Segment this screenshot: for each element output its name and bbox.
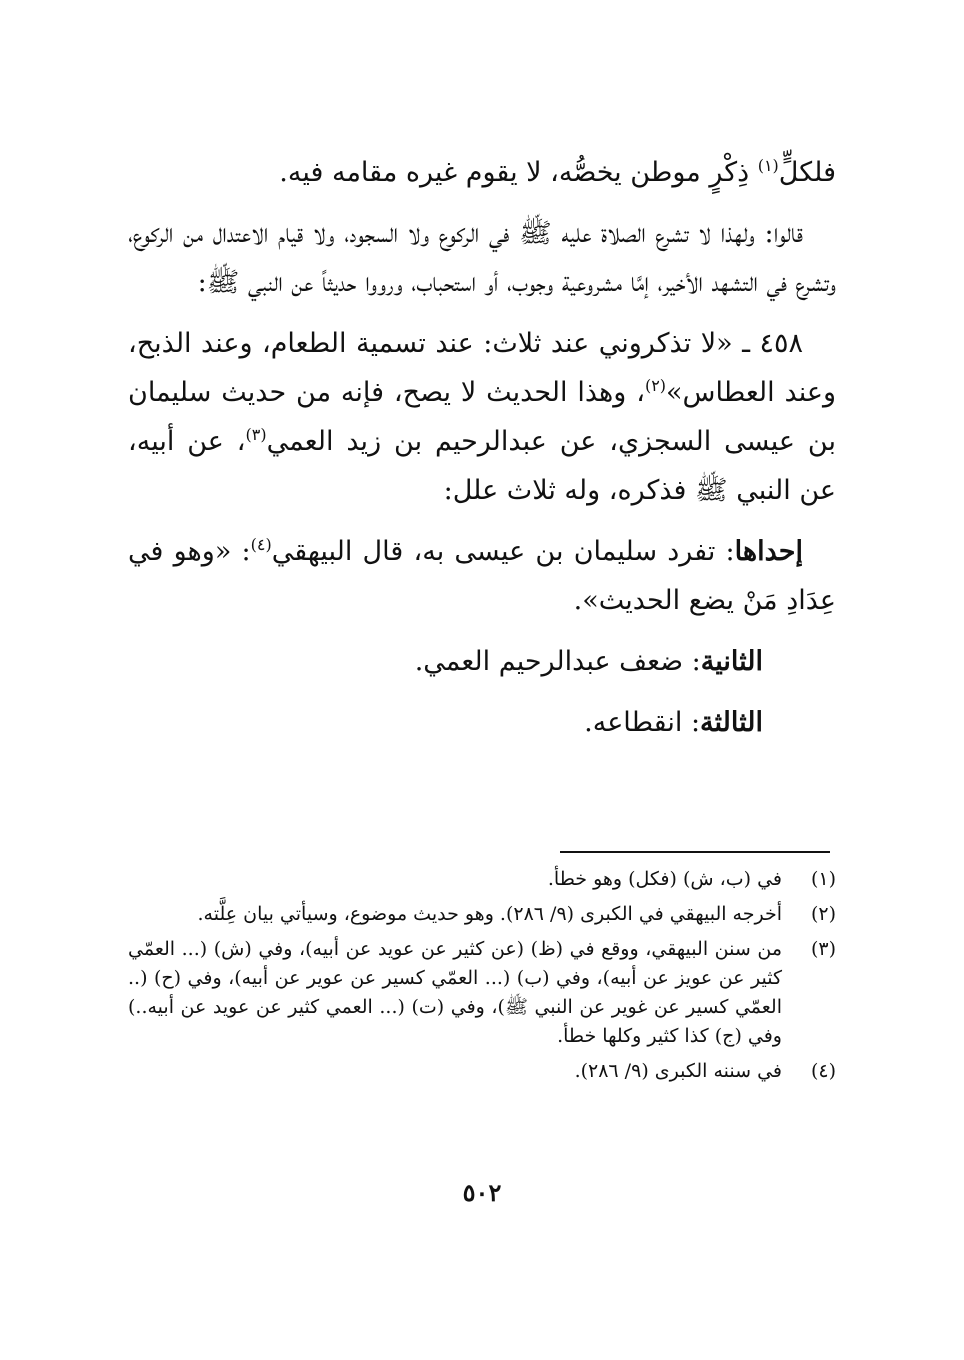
text-segment: : انقطاعه. <box>584 707 701 738</box>
footnote-1 <box>128 865 836 894</box>
text-segment: : «وهو في عِدَادِ مَنْ يضع الحديث». <box>128 536 836 616</box>
footnote-ref-3[interactable]: (٣) <box>245 425 267 444</box>
footnote-number: (٤) <box>810 1060 836 1082</box>
text-segment: : تفرد سليمان بن عيسى به، قال البيهقي <box>271 536 735 567</box>
footnote-separator <box>560 851 830 853</box>
text-segment: ، عن أبيه، عن النبي ﷺ فذكره، وله ثلاث علل: <box>128 426 836 506</box>
paragraph-second-defect <box>128 637 836 686</box>
text-segment: ، وهذا الحديث لا يصح، فإنه من حديث سليمان بن عيسى السجزي، عن عبدالرحيم بن زيد العمي <box>128 377 836 457</box>
main-text <box>128 148 836 759</box>
text-segment: فلكلٍّ <box>778 157 836 188</box>
text-segment: : ضعف عبدالرحيم العمي. <box>414 646 701 677</box>
footnote-number: (٣) <box>810 938 836 960</box>
paragraph-hadith-458 <box>128 319 836 515</box>
footnote-4 <box>128 1057 836 1086</box>
paragraph-first-defect <box>128 527 836 625</box>
footnote-number: (٢) <box>810 903 836 925</box>
footnote-ref-1[interactable]: (١) <box>757 156 779 175</box>
footnote-number: (١) <box>810 868 836 890</box>
paragraph-third-defect <box>128 698 836 747</box>
label-third: الثالثة <box>700 707 763 738</box>
footnote-3 <box>128 935 836 1051</box>
footnote-ref-4[interactable]: (٤) <box>250 535 272 554</box>
page-number: ٥٠٢ <box>462 1178 502 1207</box>
footnote-text: من سنن البيهقي، ووقع في (ظ) (عن كثير عن عويد عن أبيه)، وفي (ش) (... العمّي كثير عن عويز عن أبيه)، وفي (ب) (... العمّي كسير عن عوير عن أبيه)، وفي (ح) (.. العمّي كسير عن غوير عن النبي ﷺ)، وفي (ت) (... العمي كثير عن عويد عن أبيه..) وفي (ج) كذا كثير وكلها خطأ. <box>128 938 782 1047</box>
paragraph-1 <box>128 148 836 197</box>
hadith-text: ٤٥٨ ـ «لا تذكروني عند ثلاث: عند تسمية الطعام، وعند الذبح، وعند العطاس» <box>128 328 836 408</box>
paragraph-2: قالوا: ولهذا لا تشرع الصلاة عليه ﷺ في الركوع ولا السجود، ولا قيام الاعتدال من الركوع، وتشرع في التشهد الأخير، إمَّا مشروعية وجوب، أو استحباب، ورووا حديثاً عن النبي ﷺ: <box>128 218 836 298</box>
footnote-text: في سننه الكبرى (٩/ ٢٨٦). <box>574 1060 782 1082</box>
label-first: إحداها <box>734 536 803 567</box>
label-second: الثانية <box>700 646 763 677</box>
footnotes <box>128 865 836 1092</box>
footnote-ref-2[interactable]: (٢) <box>644 376 667 395</box>
footnote-2 <box>128 900 836 929</box>
text-segment: ذِكْرٍ موطن يخصُّه، لا يقوم غيره مقامه فيه. <box>279 157 758 188</box>
footnote-text: أخرجه البيهقي في الكبرى (٩/ ٢٨٦). وهو حديث موضوع، وسيأتي بيان عِلَّته. <box>197 903 782 925</box>
footnote-text: في (ب، ش) (فكل) وهو خطأ. <box>547 868 782 890</box>
